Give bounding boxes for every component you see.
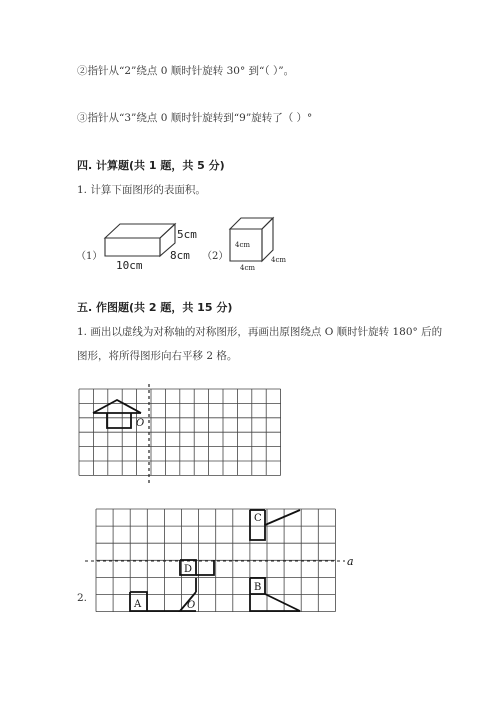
shape-d: [180, 560, 214, 575]
shape-c-label: C: [254, 513, 262, 524]
section-4-heading: 四. 计算题(共 1 题，共 5 分): [77, 159, 225, 172]
question-3: ③指针从“3”绕点 0 顺时针旋转到“9”旋转了（ ）°: [77, 112, 313, 124]
shape-o: [180, 578, 196, 611]
figure-2-label: （2）: [202, 251, 229, 262]
cube-face-label: 4cm: [235, 241, 251, 249]
grid-1-point-o-label: O: [136, 418, 145, 429]
shape-a: [130, 592, 180, 611]
shape-o-label: O: [187, 600, 196, 611]
section-5-heading: 五. 作图题(共 2 题，共 15 分): [77, 301, 233, 314]
section-5-item-1-line-1: 1. 画出以虚线为对称轴的对称图形，再画出原图绕点 O 顺时针旋转 180° 后的: [77, 326, 443, 338]
section-5-item-1-line-2: 图形，将所得图形向右平移 2 格。: [77, 350, 238, 362]
grid-2-axis-label: a: [347, 555, 354, 568]
cuboid-depth-label: 8cm: [170, 249, 190, 262]
shape-a-label: A: [134, 599, 142, 610]
question-2: ②指针从“2”绕点 0 顺时针旋转 30° 到“（ ）”。: [77, 65, 295, 77]
section-5-item-2: 2.: [77, 592, 88, 604]
cube-side-label: 4cm: [271, 256, 287, 264]
shape-b-label: B: [254, 582, 262, 593]
cube-bottom-label: 4cm: [240, 264, 256, 272]
cuboid-length-label: 10cm: [116, 259, 143, 272]
shape-d-label: D: [184, 564, 193, 575]
section-4-item-1: 1. 计算下面图形的表面积。: [77, 184, 206, 196]
cuboid-figure: [105, 224, 175, 256]
cube-figure: [230, 218, 273, 261]
cuboid-height-label: 5cm: [177, 228, 197, 241]
shape-c: [250, 510, 300, 540]
figure-1-label: （1）: [76, 251, 103, 262]
house-shape: [93, 400, 141, 428]
shape-b: [250, 578, 300, 611]
